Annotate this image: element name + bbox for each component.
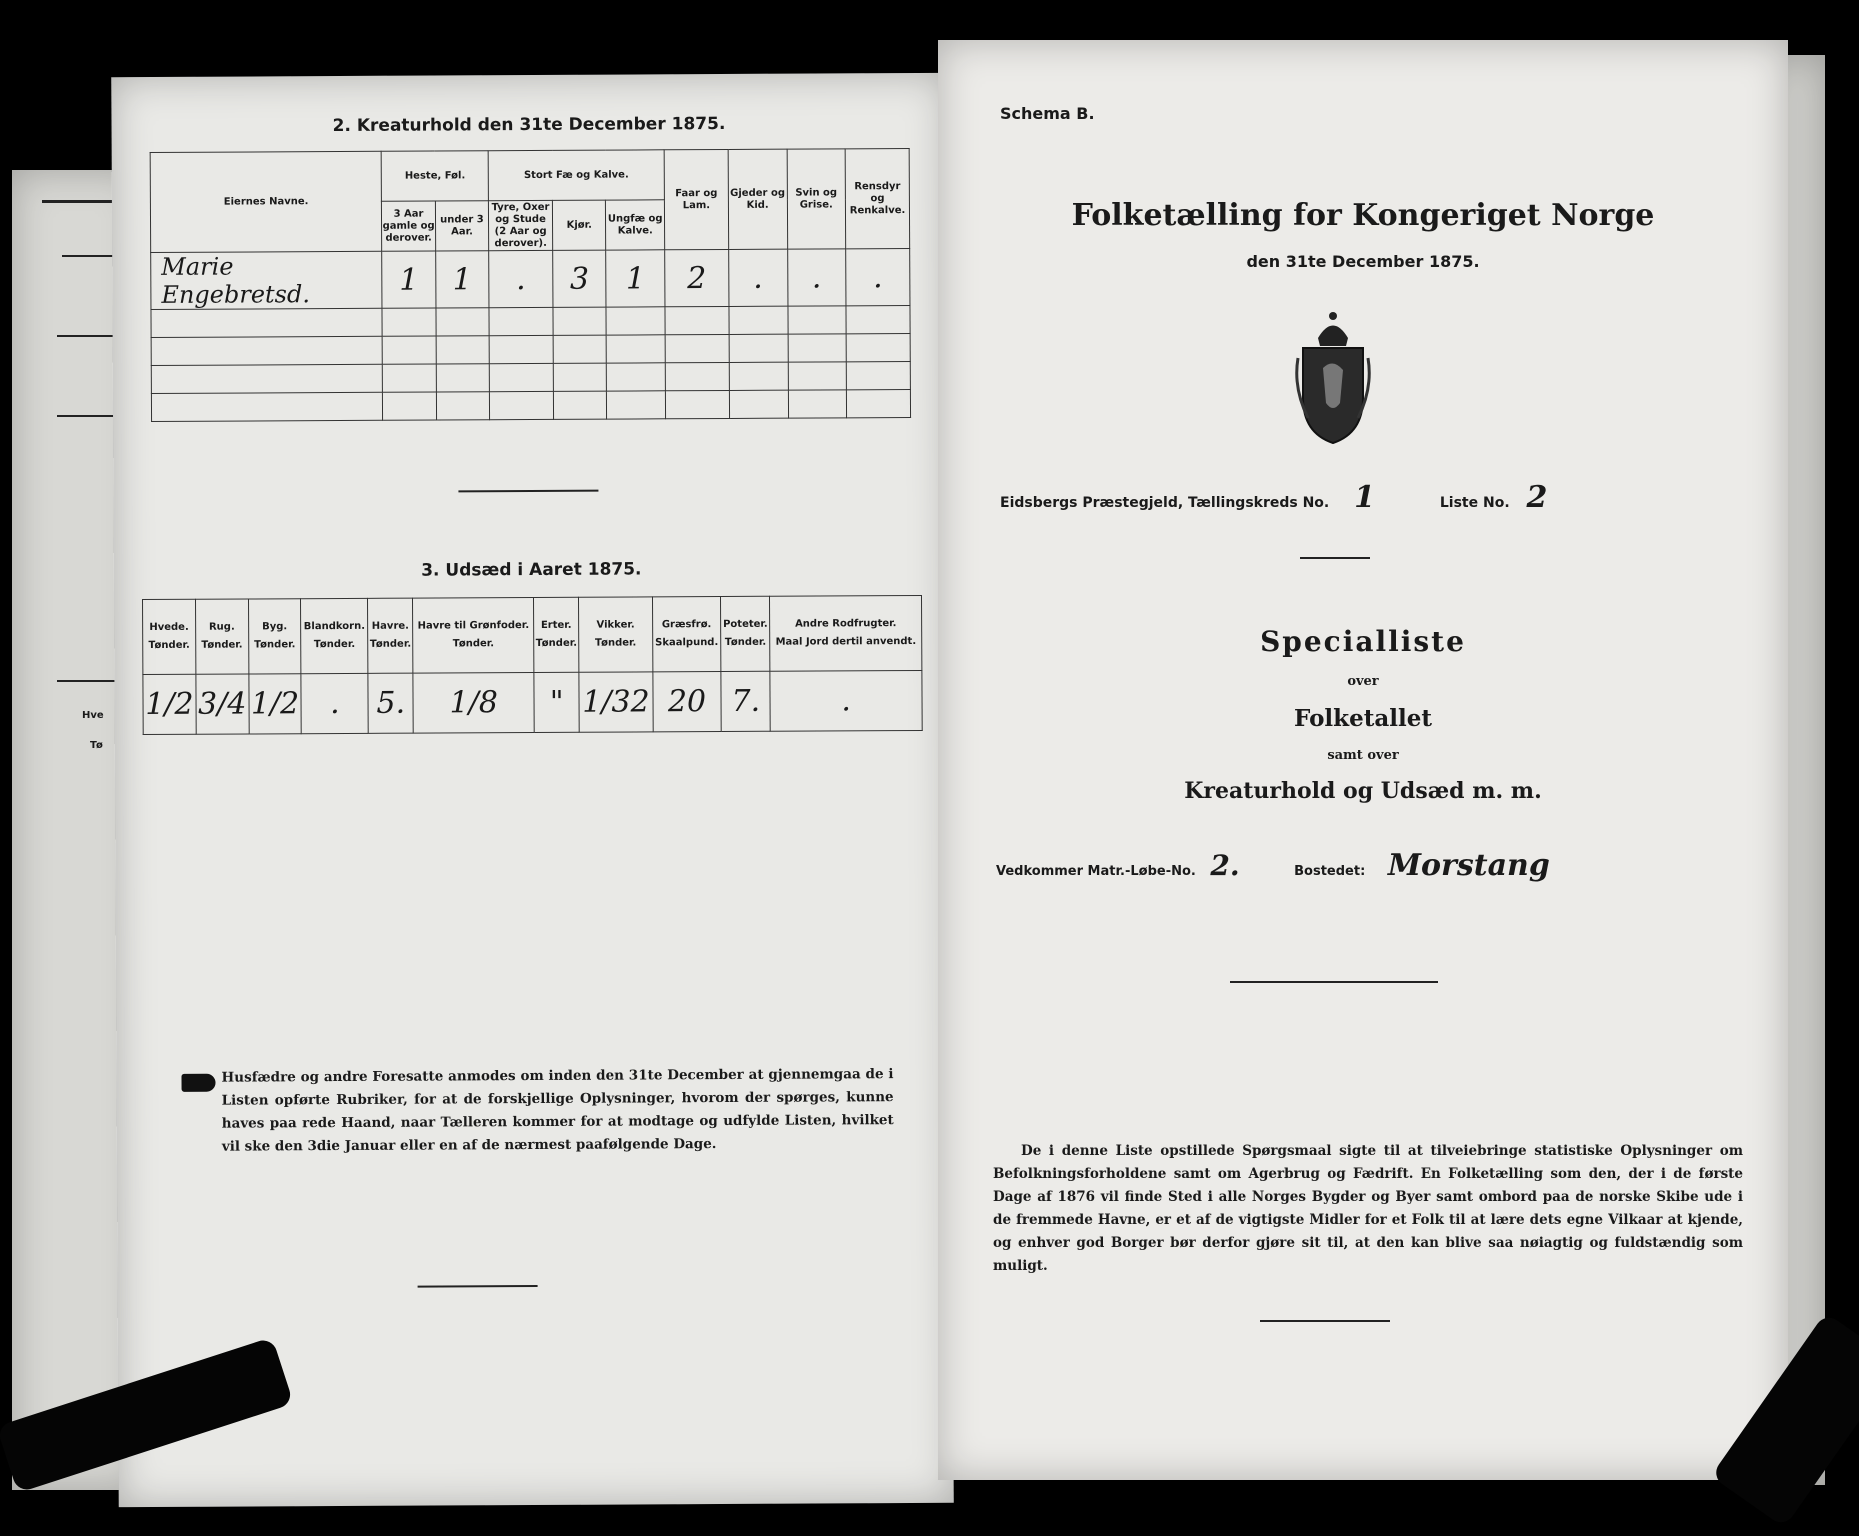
header-bulls: Tyre, Oxer og Stude (2 Aar og derover). [489, 200, 553, 250]
seed-value-cell: 7. [721, 671, 770, 731]
left-page [111, 73, 953, 1507]
list-label: Liste No. [1439, 495, 1510, 511]
divider [1300, 557, 1370, 559]
seed-header-cell [195, 599, 248, 674]
seed-unit: Tønder. [452, 638, 495, 650]
header-horses: Heste, Føl. [382, 151, 489, 202]
seed-crop-name: Rug. [208, 621, 235, 633]
header-sheep: Faar og Lam. [664, 149, 728, 249]
matr-number: 2. [1210, 849, 1240, 882]
header-cows: Kjør. [552, 200, 606, 250]
seed-crop-name: Græsfrø. [661, 619, 712, 631]
seed-value-cell: 1/2 [249, 674, 302, 734]
bostedet-label: Bostedet: [1294, 864, 1366, 879]
seed-unit: Maal Jord dertil anvendt. [775, 635, 917, 648]
folketallet-heading: Folketallet [1294, 705, 1432, 732]
parish-label: Eidsbergs Præstegjeld, Tællingskreds No. [1000, 495, 1330, 511]
seed-value-cell: 1/8 [413, 672, 534, 733]
seed-value-cell: 20 [652, 672, 721, 732]
seed-crop-name: Havre til Grønfoder. [417, 620, 530, 632]
samt-over-label: samt over [1327, 748, 1399, 763]
livestock-table [150, 148, 911, 422]
seed-header-cell [413, 597, 534, 673]
header-goats: Gjeder og Kid. [728, 149, 787, 249]
sheep-cell: 2 [665, 249, 729, 306]
seed-crop-name: Havre. [371, 620, 409, 632]
seed-header-cell [368, 598, 414, 673]
seed-unit: Tønder. [369, 638, 412, 650]
table-row [151, 249, 910, 310]
norwegian-coat-of-arms-icon [1288, 308, 1378, 448]
seed-value-cell: . [770, 670, 922, 731]
right-page [938, 40, 1788, 1480]
specialliste-heading: Specialliste [1260, 625, 1466, 658]
district-number: 1 [1354, 480, 1375, 515]
seed-unit: Tønder. [595, 637, 637, 649]
seed-crop-name: Poteter. [723, 618, 768, 630]
seed-header-cell [721, 596, 770, 671]
seed-crop-name: Vikker. [596, 619, 635, 631]
seed-value-cell: " [534, 672, 580, 732]
bulls-cell: . [489, 250, 553, 307]
seed-crop-name: Erter. [540, 619, 572, 631]
table-row [151, 306, 910, 338]
table-row [143, 670, 922, 734]
seed-header-cell [770, 595, 922, 671]
seed-unit: Tønder. [148, 639, 190, 652]
seed-value-cell: 3/4 [196, 674, 249, 734]
seed-header-cell [533, 597, 579, 672]
schema-label: Schema B. [1000, 104, 1095, 123]
cows-cell: 3 [553, 250, 607, 307]
young-cattle-cell: 1 [606, 250, 665, 307]
header-reindeer: Rensdyr og Renkalve. [845, 149, 909, 249]
seed-unit: Tønder. [254, 639, 296, 651]
seed-header-cell [652, 597, 721, 672]
seed-table [142, 595, 923, 735]
bostedet-value: Morstang [1387, 848, 1550, 883]
kreaturhold-heading: Kreaturhold og Udsæd m. m. [1184, 778, 1542, 804]
header-young-cattle: Ungfæ og Kalve. [606, 200, 665, 250]
seed-value-cell: . [301, 673, 368, 733]
header-owner-name: Eiernes Navne. [150, 151, 382, 252]
seed-header-cell [248, 599, 301, 674]
underlying-page-label: Hve [82, 710, 104, 721]
over-label: over [1347, 674, 1379, 689]
horses-under3-cell: 1 [435, 251, 489, 308]
seed-unit: Tønder. [201, 639, 243, 651]
header-horses-over3: 3 Aar gamle og derover. [382, 201, 436, 251]
seed-unit: Skaalpund. [655, 637, 719, 649]
divider [458, 490, 598, 493]
divider [418, 1285, 538, 1288]
form-title: Folketælling for Kongeriget Norge [1071, 198, 1655, 233]
pigs-cell: . [787, 249, 846, 306]
seed-value-cell: 1/32 [579, 672, 653, 732]
horses-over3-cell: 1 [382, 251, 436, 308]
seed-value-cell: 5. [368, 673, 414, 733]
seed-header-cell [301, 598, 368, 673]
reindeer-cell: . [846, 249, 910, 306]
owner-name-cell: Marie Engebretsd. [151, 251, 383, 309]
table-row [151, 334, 910, 366]
header-horses-under3: under 3 Aar. [435, 201, 489, 251]
divider [1230, 981, 1438, 983]
seed-unit: Tønder. [313, 638, 356, 651]
pointing-hand-icon [181, 1074, 215, 1092]
seed-crop-name: Blandkorn. [303, 620, 366, 633]
seed-value-cell: 1/2 [143, 674, 196, 734]
table-row [151, 362, 910, 394]
address-line [996, 848, 1550, 883]
livestock-section-title: 2. Kreaturhold den 31te December 1875. [332, 113, 726, 137]
census-purpose-text: De i denne Liste opstillede Spørgsmaal sigte til at tilveiebringe statistiske Oplysninger om Befolkningsforholdene samt om Agerbrug og Fædrift. En Folketælling som den, der i de første Dage af 1876 vil finde Sted i alle Norges Bygder og Byer samt ombord paa de norske Skibe ude i de fremmede Havne, er et af de vigtigste Midler for et Folk til at lære dets egne Vilkaar at kjende, og enhver god Borger bør derfor gjøre sit til, at den kan blive saa nøiagtig og fuldstændig som muligt. [993, 1143, 1743, 1274]
seed-header-cell [579, 597, 653, 672]
seed-crop-name: Hvede. [149, 621, 189, 634]
list-number: 2 [1526, 480, 1548, 515]
matr-label: Vedkommer Matr.-Løbe-No. [996, 864, 1196, 879]
seed-section-title: 3. Udsæd i Aaret 1875. [421, 559, 642, 581]
seed-unit: Tønder. [724, 636, 767, 648]
goats-cell: . [729, 249, 788, 306]
seed-crop-name: Andre Rodfrugter. [795, 618, 897, 630]
underlying-page-label: Tø [90, 740, 103, 751]
header-pigs: Svin og Grise. [787, 149, 846, 249]
form-date: den 31te December 1875. [1246, 252, 1480, 271]
parish-line [1000, 480, 1547, 515]
seed-unit: Tønder. [535, 637, 578, 649]
divider [1260, 1320, 1390, 1322]
header-cattle: Stort Fæ og Kalve. [488, 150, 664, 201]
seed-crop-name: Byg. [262, 621, 288, 633]
seed-header-cell [142, 599, 195, 674]
table-row [151, 390, 910, 422]
instructions-notice: Husfædre og andre Foresatte anmodes om inden den 31te December at gjennemgaa de i Listen opførte Rubriker, for at de forskjellige Oplysninger, hvorom der spørges, kunne haves paa rede Haand, naar Tælleren kommer for at modtage og udfylde Listen, hvilket vil ske den 3die Januar eller en af de nærmest paafølgende Dage. [221, 1066, 894, 1155]
